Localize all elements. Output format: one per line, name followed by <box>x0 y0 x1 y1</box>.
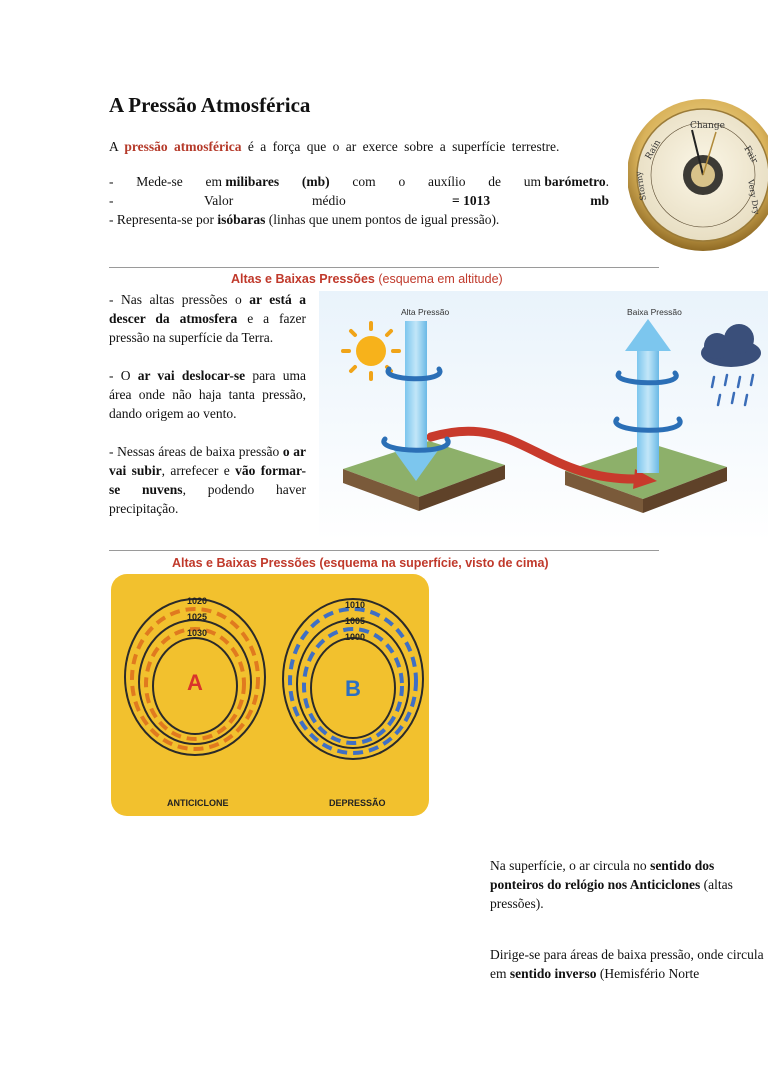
word: um barómetro. <box>523 174 609 189</box>
bullet-isobaras: - Representa-se por isóbaras (linhas que unem pontos de igual pressão). <box>109 212 500 227</box>
mean-value: = 1013 <box>452 193 491 208</box>
paragraph-low-pressure: - Nessas áreas de baixa pressão o ar vai subir, arrefecer e vão formar-se nuvens, podendo haver precipitação. <box>109 444 306 516</box>
divider <box>109 550 659 551</box>
low-pressure-letter: B <box>345 676 361 701</box>
paragraph-wind: - O ar vai deslocar-se para uma área onde não haja tanta pressão, dando origem ao vento. <box>109 368 306 421</box>
high-pressure-letter: A <box>187 670 203 695</box>
isobar-label: 1005 <box>345 616 366 626</box>
barometer-label: Rain <box>643 138 664 162</box>
intro-highlight: pressão atmosférica <box>124 139 242 154</box>
isobar-label: 1000 <box>345 632 366 642</box>
intro-prefix: A <box>109 139 119 154</box>
low-pressure-label: Baixa Pressão <box>627 307 682 317</box>
barometer-label: Change <box>690 121 725 131</box>
word: o <box>398 174 406 189</box>
word: médio <box>312 193 346 208</box>
word: (mb) <box>301 174 330 189</box>
paragraph-high-pressure: - Nas altas pressões o ar está a descer da atmosfera e a fazer pressão na superfície da Terra. <box>109 292 307 345</box>
word: Valor <box>204 193 234 208</box>
depression-caption: DEPRESSÃO <box>329 798 386 808</box>
section-heading-altitude: Altas e Baixas Pressões (esquema em altitude) <box>231 272 503 286</box>
bullet-milibares <box>109 172 609 191</box>
word: Mede-se <box>136 174 183 189</box>
altitude-diagram <box>319 291 768 541</box>
isobar-label: 1010 <box>345 600 366 610</box>
isobar-label: 1030 <box>187 628 208 638</box>
intro-paragraph <box>109 137 609 156</box>
surface-explanation-2: Dirige-se para áreas de baixa pressão, onde circula em sentido inverso (Hemisfério Norte <box>490 947 764 981</box>
unit: mb <box>590 193 609 208</box>
barometer-label: Stormy <box>633 170 648 202</box>
intro-rest: é a força que o ar exerce sobre a superfície terrestre. <box>247 139 560 154</box>
page-title: A Pressão Atmosférica <box>109 93 311 117</box>
surface-explanation-1: Na superfície, o ar circula no sentido dos ponteiros do relógio nos Anticiclones (altas pressões). <box>490 858 733 911</box>
altitude-explanation <box>109 290 306 518</box>
barometer-label: Fair <box>741 144 760 166</box>
dash: - <box>109 174 114 189</box>
barometer-label: Very Dry <box>746 178 762 216</box>
barometer-image <box>628 90 768 265</box>
high-pressure-label: Alta Pressão <box>401 307 450 317</box>
section-heading-surface: Altas e Baixas Pressões (esquema na superfície, visto de cima) <box>172 556 549 570</box>
anticyclone-caption: ANTICICLONE <box>167 798 229 808</box>
word: com <box>352 174 376 189</box>
word: em milibares <box>205 174 280 189</box>
divider <box>109 267 659 268</box>
surface-diagram <box>109 572 431 818</box>
isobar-label: 1025 <box>187 612 208 622</box>
bullet-valor-medio <box>109 191 609 210</box>
isobar-label: 1020 <box>187 596 208 606</box>
word: de <box>488 174 501 189</box>
word: auxílio <box>427 174 466 189</box>
dash: - <box>109 193 114 208</box>
